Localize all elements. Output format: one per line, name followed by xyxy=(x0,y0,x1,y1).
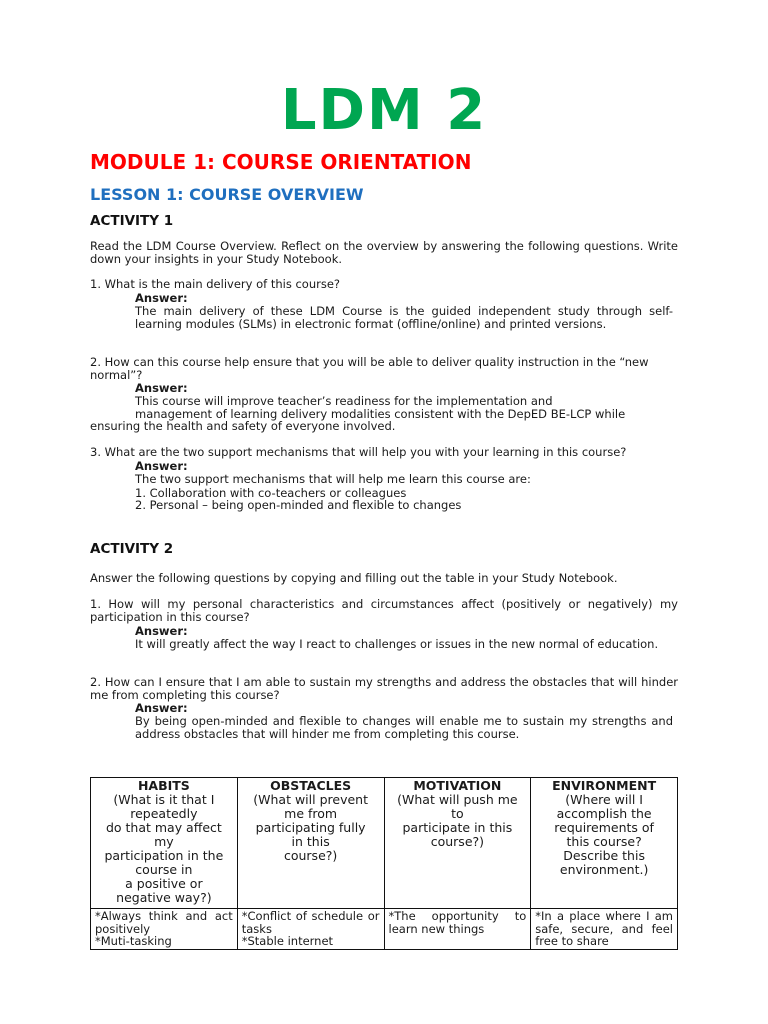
activity-1-answer-3-intro: The two support mechanisms that will help me learn this course are: xyxy=(135,472,531,486)
environment-cell xyxy=(531,909,678,950)
activity-2-answer-1-label: Answer: xyxy=(135,624,188,638)
lesson-heading: LESSON 1: COURSE OVERVIEW xyxy=(90,185,364,204)
activity-2-answer-2: By being open-minded and flexible to changes will enable me to sustain my strengths and address obstacles that will hinder me from completing this course. xyxy=(135,714,673,741)
activity-1-answer-2-line-2: management of learning delivery modalities consistent with the DepED BE-LCP while xyxy=(135,407,626,421)
activity-1-intro: Read the LDM Course Overview. Reflect on the overview by answering the following questions. Write down your insights in your Study Notebook. xyxy=(90,239,678,266)
header-description: (What is it that I repeatedly do that may affect my participation in the course in a positive or negative way?) xyxy=(104,792,224,905)
cell-line: *Muti-tasking xyxy=(95,934,172,949)
activity-2-intro: Answer the following questions by copying and filling out the table in your Study Notebook. xyxy=(90,571,618,585)
header-description: (What will push me to participate in this course?) xyxy=(397,792,518,849)
header-title: HABITS xyxy=(137,778,190,793)
activity-1-question-1: 1. What is the main delivery of this course? xyxy=(90,277,341,291)
activity-1-answer-2-line-1: This course will improve teacher’s readiness for the implementation and xyxy=(135,394,553,408)
header-environment xyxy=(531,778,678,909)
activity-1-answer-3-item-1: 1. Collaboration with co-teachers or colleagues xyxy=(135,486,407,500)
header-title: MOTIVATION xyxy=(413,778,502,793)
cell-line: *Stable internet xyxy=(241,934,334,949)
module-heading: MODULE 1: COURSE ORIENTATION xyxy=(90,150,472,174)
activity-2-answer-1: It will greatly affect the way I react to challenges or issues in the new normal of education. xyxy=(135,637,659,651)
header-obstacles xyxy=(237,778,384,909)
activity-2-question-1: 1. How will my personal characteristics and circumstances affect (positively or negatively) my participation in this course? xyxy=(90,597,678,624)
header-motivation xyxy=(384,778,531,909)
activity-1-question-2: 2. How can this course help ensure that you will be able to deliver quality instruction in the “new normal”? xyxy=(90,355,649,382)
cell-line: *Always think and act positively xyxy=(95,909,233,936)
activity-1-answer-3-label: Answer: xyxy=(135,459,188,473)
header-title: OBSTACLES xyxy=(270,778,352,793)
activity-1-answer-2-label: Answer: xyxy=(135,381,188,395)
activity-1-answer-3-item-2: 2. Personal – being open-minded and flexible to changes xyxy=(135,498,462,512)
activity-1-answer-2-line-3: ensuring the health and safety of everyone involved. xyxy=(90,419,396,433)
activity-1-question-3: 3. What are the two support mechanisms that will help you with your learning in this course? xyxy=(90,445,627,459)
header-title: ENVIRONMENT xyxy=(552,778,657,793)
cell-line: *Conflict of schedule or tasks xyxy=(241,909,380,936)
activity-1-heading: ACTIVITY 1 xyxy=(90,213,174,229)
table-row xyxy=(91,909,678,950)
activity-1-answer-1-label: Answer: xyxy=(135,291,188,305)
table-header-row xyxy=(91,778,678,909)
obstacles-cell xyxy=(237,909,384,950)
cell-line: *The opportunity to learn new things xyxy=(388,909,527,936)
activity-1-answer-1: The main delivery of these LDM Course is the guided independent study through self- learning modules (SLMs) in electronic format (offline/online) and printed versions. xyxy=(135,304,673,331)
document-title: LDM 2 xyxy=(280,78,488,143)
cell-line: *In a place where I am safe, secure, and feel free to share xyxy=(535,909,673,949)
habits-cell xyxy=(91,909,238,950)
motivation-cell xyxy=(384,909,531,950)
activity-2-question-2: 2. How can I ensure that I am able to sustain my strengths and address the obstacles that will hinder me from completing this course? xyxy=(90,675,678,702)
activity-2-answer-2-label: Answer: xyxy=(135,701,188,715)
study-notebook-table xyxy=(90,777,678,950)
activity-2-heading: ACTIVITY 2 xyxy=(90,541,174,557)
header-description: (What will prevent me from participating fully in this course?) xyxy=(253,792,368,863)
header-description: (Where will I accomplish the requirements of this course? Describe this environment.) xyxy=(554,792,654,877)
header-habits xyxy=(91,778,238,909)
